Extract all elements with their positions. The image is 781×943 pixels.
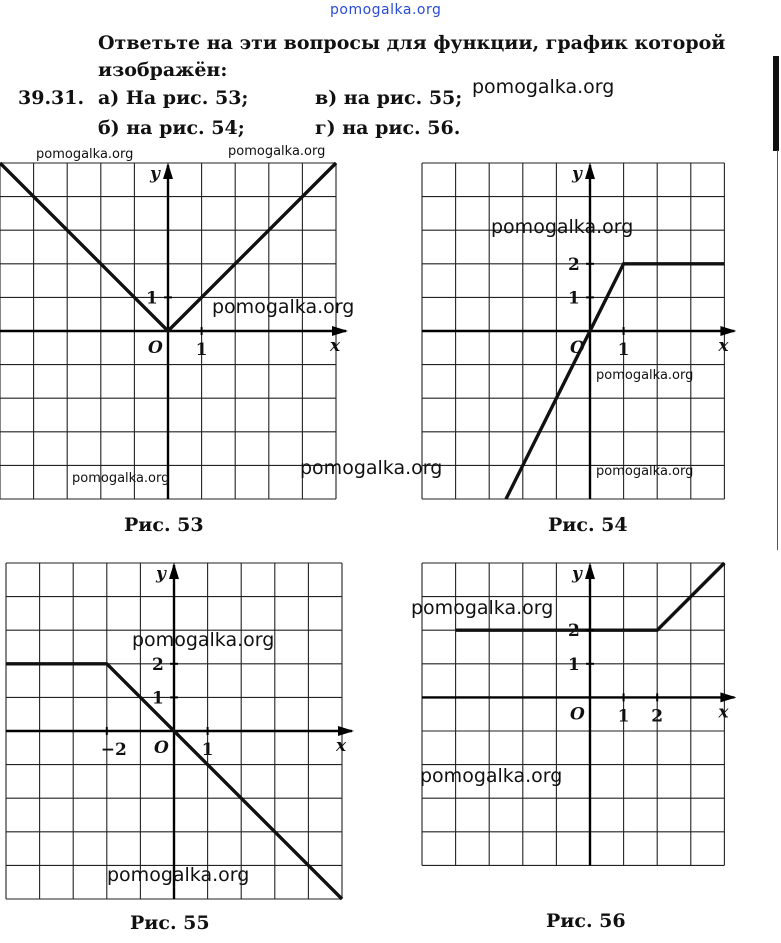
y-tick-label: 1: [567, 288, 580, 309]
site-header-watermark: pomogalka.org: [330, 2, 442, 18]
exercise-number: 39.31.: [18, 87, 85, 109]
watermark: pomogalka.org: [107, 864, 250, 886]
origin-label: O: [569, 337, 585, 358]
y-axis-label: y: [571, 164, 582, 185]
origin-label: O: [154, 738, 169, 758]
x-axis-label: x: [336, 736, 347, 756]
watermark: pomogalka.org: [228, 144, 326, 159]
graph-svg: [6, 563, 356, 903]
x-axis-arrow: [338, 726, 354, 736]
watermark: pomogalka.org: [596, 464, 694, 479]
graph-fig-53: [0, 163, 350, 503]
y-tick-label: 2: [567, 621, 580, 642]
y-axis-arrow: [585, 163, 595, 179]
option-g: г) на рис. 56.: [315, 117, 461, 139]
graph-svg: [422, 163, 738, 503]
x-axis-arrow: [720, 692, 736, 702]
x-tick-label: 1: [201, 740, 214, 760]
page-edge-line: [777, 150, 778, 550]
x-tick-label: −2: [100, 740, 127, 760]
option-b: б) на рис. 54;: [98, 117, 245, 139]
y-axis-arrow: [169, 563, 179, 579]
watermark: pomogalka.org: [491, 216, 634, 238]
y-tick-label: 2: [152, 654, 164, 675]
watermark: pomogalka.org: [420, 765, 563, 787]
graph-svg: [0, 163, 350, 503]
y-tick-label: 2: [567, 254, 580, 275]
option-v: в) на рис. 55;: [315, 87, 463, 109]
watermark: pomogalka.org: [411, 597, 554, 619]
caption-fig-56: Рис. 56: [546, 910, 626, 932]
x-tick-label: 1: [617, 339, 630, 360]
x-axis-label: x: [330, 336, 341, 356]
watermark: pomogalka.org: [132, 629, 275, 651]
caption-fig-55: Рис. 55: [130, 912, 210, 934]
watermark: pomogalka.org: [72, 471, 170, 486]
watermark: pomogalka.org: [212, 296, 355, 318]
x-tick-label: 1: [195, 340, 208, 360]
graph-fig-54: [422, 163, 738, 503]
y-axis-label: y: [571, 563, 582, 584]
watermark: pomogalka.org: [36, 147, 134, 162]
exercise-intro: Ответьте на эти вопросы для функции, график которой изображён:: [98, 32, 726, 81]
y-axis-arrow: [163, 163, 173, 179]
y-tick-label: 1: [146, 288, 158, 309]
page-edge-bar: [773, 56, 779, 151]
watermark: pomogalka.org: [596, 368, 694, 383]
watermark: pomogalka.org: [472, 76, 615, 98]
x-tick-label: 1: [617, 706, 630, 727]
y-axis-arrow: [585, 563, 595, 579]
x-tick-label: 2: [651, 706, 664, 727]
x-axis-label: x: [718, 702, 729, 723]
caption-fig-53: Рис. 53: [124, 514, 204, 536]
y-tick-label: 1: [567, 654, 580, 675]
origin-label: O: [148, 338, 163, 358]
x-axis-arrow: [720, 326, 736, 336]
origin-label: O: [569, 704, 585, 725]
option-a: а) На рис. 53;: [98, 87, 249, 109]
y-tick-label: 1: [152, 688, 164, 709]
watermark: pomogalka.org: [300, 457, 443, 479]
caption-fig-54: Рис. 54: [548, 514, 628, 536]
x-axis-arrow: [332, 326, 348, 336]
y-axis-label: y: [150, 164, 160, 184]
graph-fig-55: [6, 563, 356, 903]
y-axis-label: y: [156, 564, 166, 584]
x-axis-label: x: [718, 335, 729, 356]
